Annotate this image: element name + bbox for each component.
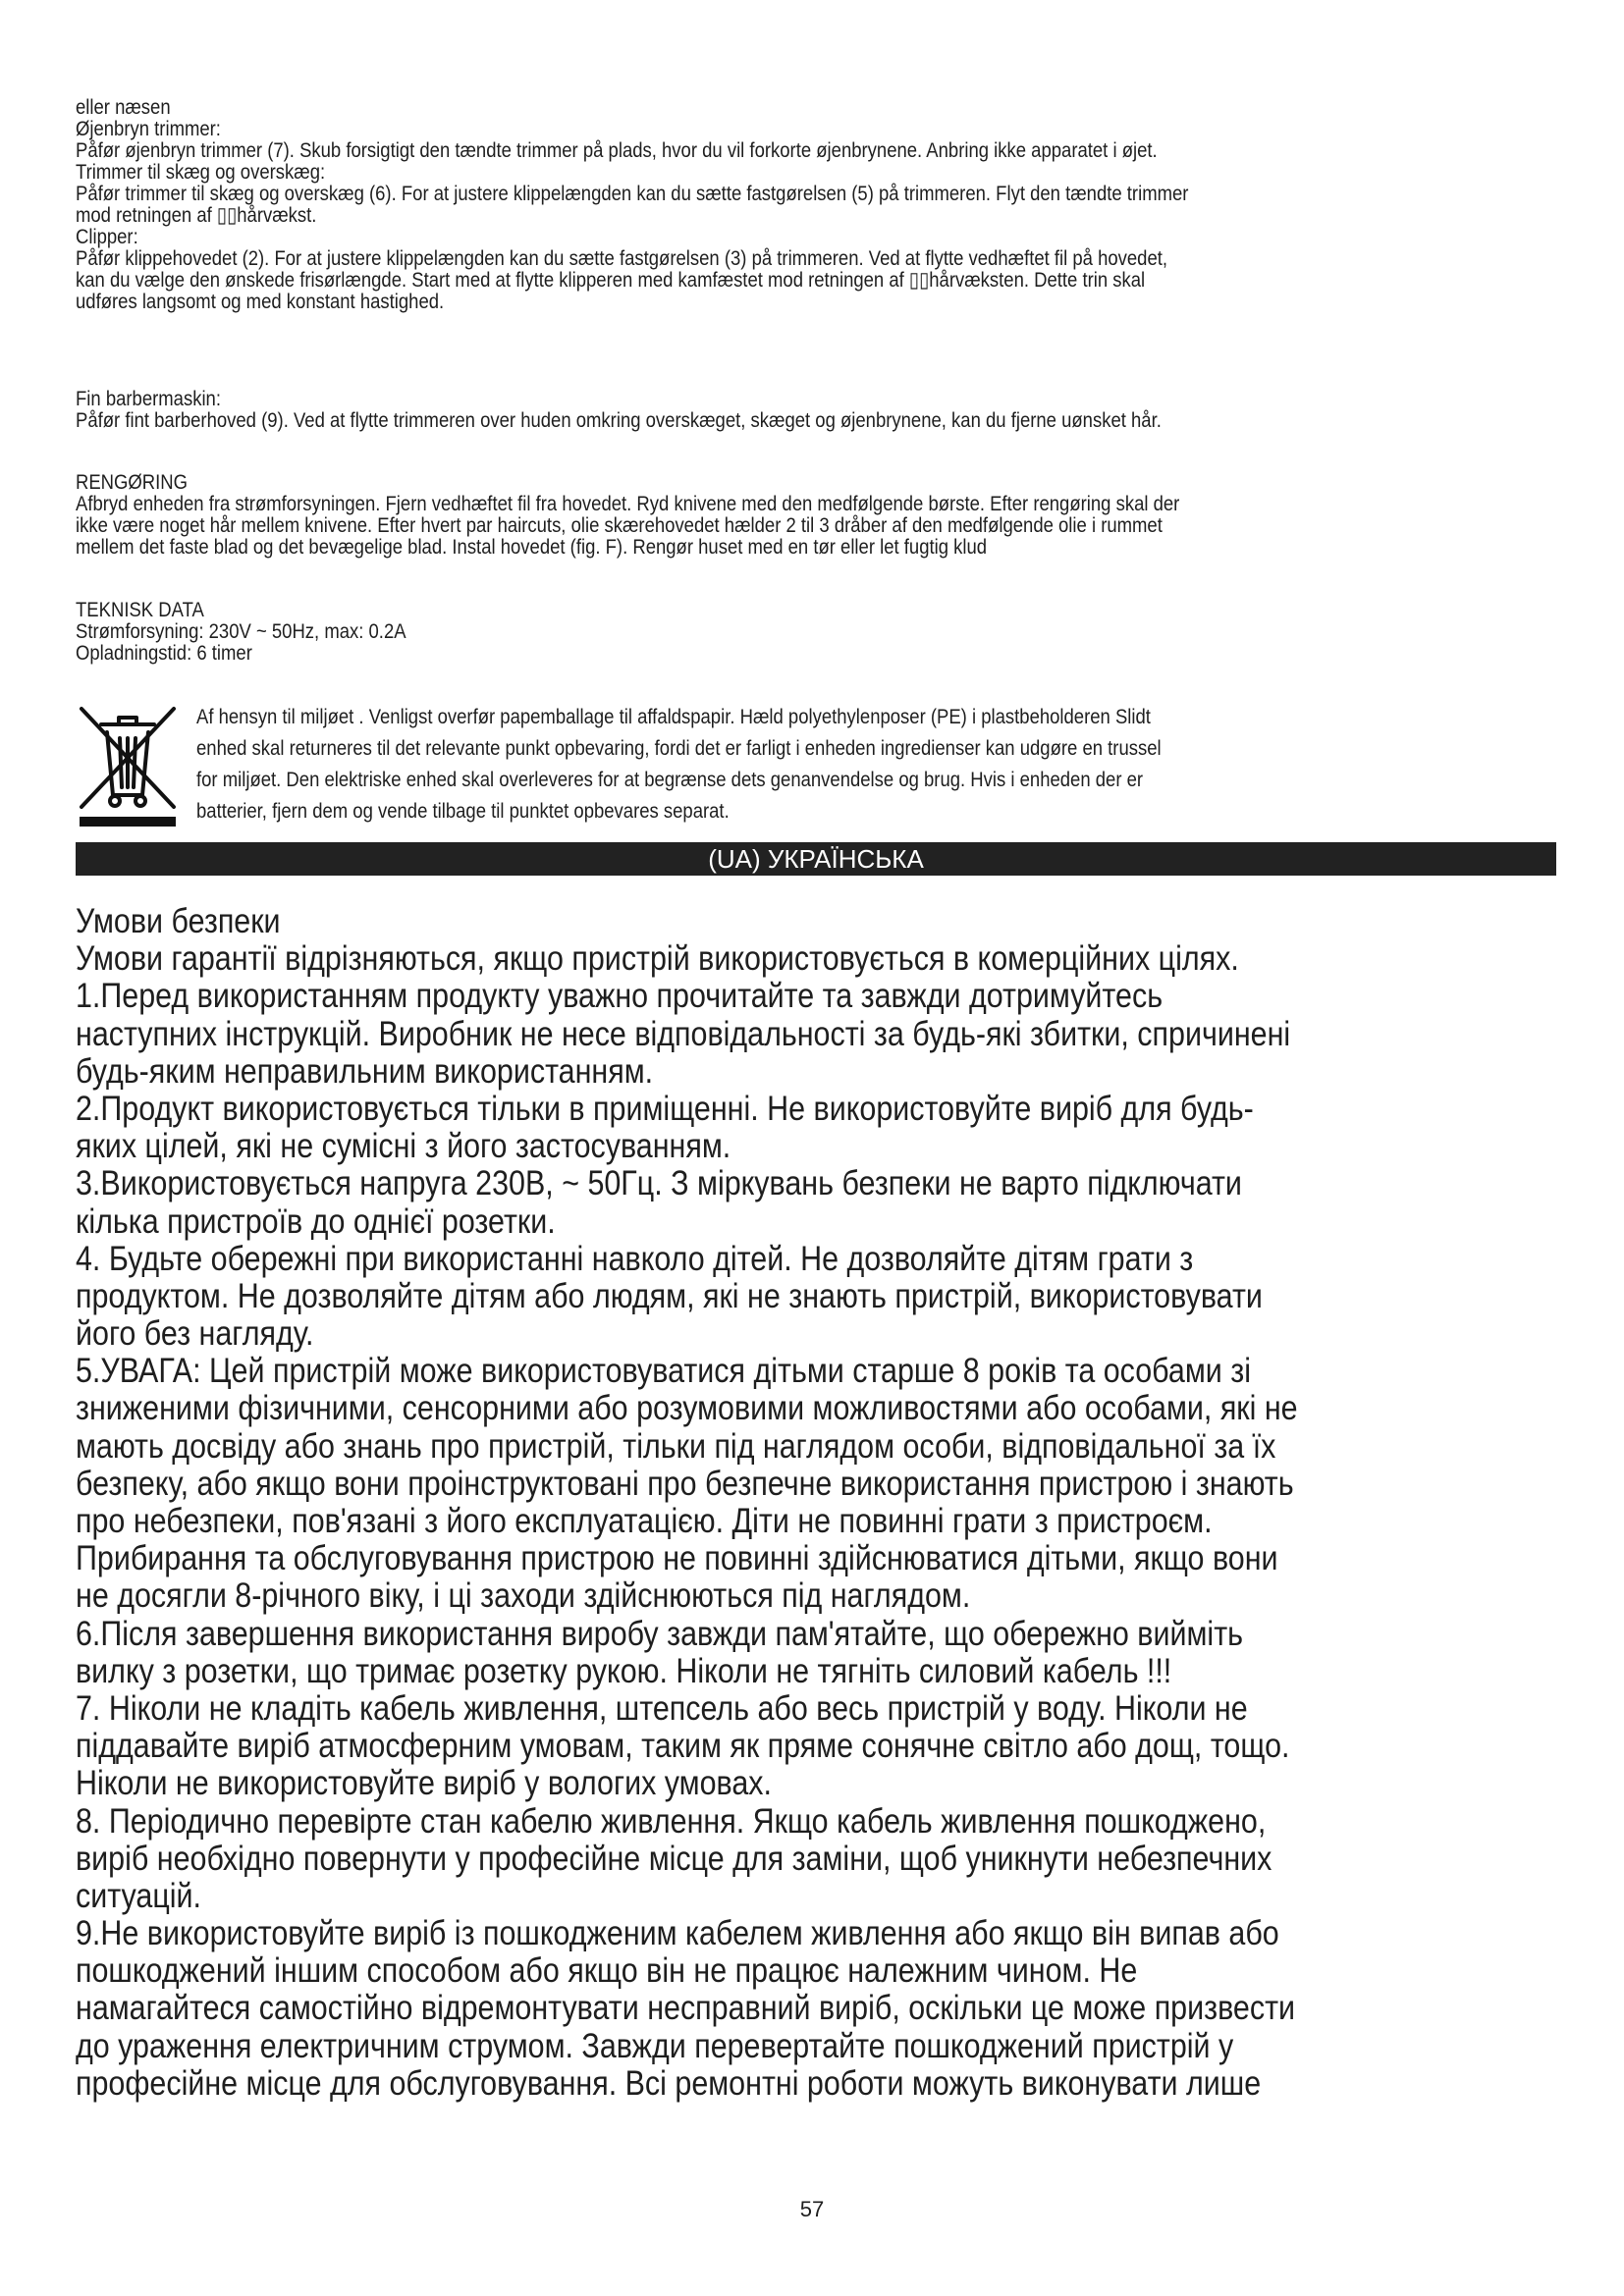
text-line: кілька пристроїв до однієї розетки. [76, 1201, 556, 1241]
text-line: 5.УВАГА: Цей пристрій може використовуватися дітьми старше 8 років та особами зі [76, 1352, 1251, 1391]
text-line: Ніколи не використовуйте виріб у вологих умовах. [76, 1764, 772, 1803]
text-line: ситуацій. [76, 1876, 202, 1915]
danish-cleaning-block [76, 471, 1342, 558]
text-line: Clipper: [76, 225, 138, 248]
danish-technical-block [76, 599, 1342, 664]
section-banner-ua: (UA) УКРАЇНСЬКА [76, 842, 1556, 876]
text-line: Påfør klippehovedet (2). For at justere klippelængden kan du sætte fastgørelsen (3) på trimmeren. Ved at flytte vedhæftet fil på hovedet, [76, 246, 1168, 270]
text-line: про небезпеки, пов'язані з його експлуатацією. Діти не повинні грати з пристроєм. [76, 1502, 1213, 1540]
text-line: піддавайте виріб атмосферним умовам, таким як пряме сонячне світло або дощ, тощо. [76, 1727, 1290, 1766]
text-line: Strømforsyning: 230V ~ 50Hz, max: 0.2A [76, 619, 406, 643]
danish-usage-block [76, 96, 1342, 312]
section-heading: RENGØRING [76, 470, 189, 494]
text-line: 8. Періодично перевірте стан кабелю живлення. Якщо кабель живлення пошкоджено, [76, 1801, 1267, 1841]
text-line: Af hensyn til miljøet . Venligst overfør papemballage til affaldspapir. Hæld polyethylenposer (PE) i plastbeholderen Slidt [196, 705, 1151, 728]
text-line: 2.Продукт використовується тільки в приміщенні. Не використовуйте виріб для будь- [76, 1089, 1254, 1128]
text-line: 7. Ніколи не кладіть кабель живлення, штепсель або весь пристрій у воду. Ніколи не [76, 1688, 1248, 1728]
danish-shaver-block [76, 388, 1342, 431]
text-line: Påfør øjenbryn trimmer (7). Skub forsigtigt den tændte trimmer på plads, hvor du vil forkorte øjenbrynene. Anbring ikke apparatet i øjet. [76, 138, 1158, 162]
text-line: udføres langsomt og med konstant hastighed. [76, 290, 445, 313]
text-line: Прибирання та обслуговування пристрою не повинні здійснюватися дітьми, якщо вони [76, 1539, 1278, 1578]
text-line: мають досвіду або знань про пристрій, тільки під наглядом особи, відповідальної за їх [76, 1426, 1276, 1466]
text-line: Opladningstid: 6 timer [76, 641, 252, 665]
text-line: Trimmer til skæg og overskæg: [76, 160, 326, 184]
text-line: 3.Використовується напруга 230В, ~ 50Гц. З міркувань безпеки не варто підключати [76, 1164, 1242, 1203]
section-heading: TEKNISK DATA [76, 598, 204, 621]
text-line: зниженими фізичними, сенсорними або розумовими можливостями або особами, які не [76, 1389, 1298, 1428]
text-line: kan du vælge den ønskede frisørlængde. Start med at flytte klipperen med kamfæstet mod retningen af ▯▯hårvæksten. Dette trin skal [76, 268, 1146, 292]
text-line: Påfør fint barberhoved (9). Ved at flytte trimmeren over huden omkring overskæget, skæget og øjenbrynene, kan du fjerne uønsket hår. [76, 408, 1162, 432]
text-line: його без нагляду. [76, 1314, 314, 1354]
text-line: Påfør trimmer til skæg og overskæg (6). For at justere klippelængden kan du sætte fastgørelsen (5) på trimmeren. Flyt den tændte trimmer [76, 182, 1189, 205]
text-line: enhed skal returneres til det relevante punkt opbevaring, fordi det er farligt i enheden ingredienser kan udgøre en trussel [196, 736, 1162, 760]
text-line: Øjenbryn trimmer: [76, 117, 221, 140]
text-line: безпеку, або якщо вони проінструктовані про безпечне використання пристрою і знають [76, 1464, 1294, 1503]
text-line: до ураження електричним струмом. Завжди перевертайте пошкоджений пристрій у [76, 2026, 1234, 2065]
text-line: mod retningen af ▯▯hårvækst. [76, 203, 317, 227]
text-line: 6.Після завершення використання виробу завжди пам'ятайте, що обережно вийміть [76, 1614, 1244, 1653]
text-line: наступних інструкцій. Виробник не несе відповідальності за будь-які збитки, спричинені [76, 1014, 1291, 1053]
text-line: Fin barbermaskin: [76, 387, 221, 410]
recycling-notice [196, 701, 1162, 827]
text-line: професійне місце для обслуговування. Всі ремонтні роботи можуть виконувати лише [76, 2063, 1262, 2103]
text-line: Умови гарантії відрізняються, якщо пристрій використовується в комерційних цілях. [76, 939, 1239, 979]
page-number: 57 [799, 2197, 825, 2221]
text-line: продуктом. Не дозволяйте дітям або людям, які не знають пристрій, використовувати [76, 1276, 1263, 1315]
text-line: пошкоджений іншим способом або якщо він не працює належним чином. Не [76, 1951, 1138, 1991]
ukrainian-safety-text [76, 903, 1562, 2103]
text-line: mellem det faste blad og det bevægelige blad. Instal hovedet (fig. F). Rengør huset med en tør eller let fugtig klud [76, 535, 988, 559]
text-line: for miljøet. Den elektriske enhed skal overleveres for at begrænse dets genanvendelse og brug. Hvis i enheden der er [196, 768, 1144, 791]
text-line: яких цілей, які не сумісні з його застосуванням. [76, 1127, 731, 1166]
text-line: будь-яким неправильним використанням. [76, 1051, 654, 1091]
text-line: eller næsen [76, 95, 171, 119]
text-line: 4. Будьте обережні при використанні навколо дітей. Не дозволяйте дітям грати з [76, 1239, 1194, 1278]
crossed-bin-icon [76, 703, 180, 828]
text-line: 9.Не використовуйте виріб із пошкодженим кабелем живлення або якщо він випав або [76, 1914, 1279, 1953]
text-line: batterier, fjern dem og vende tilbage til punktet opbevares separat. [196, 799, 730, 823]
text-line: не досягли 8-річного віку, і ці заходи здійснюються під наглядом. [76, 1576, 971, 1616]
page-title: Умови безпеки [76, 902, 281, 940]
text-line: намагайтеся самостійно відремонтувати несправний виріб, оскільки це може призвести [76, 1989, 1296, 2028]
text-line: ikke være noget hår mellem knivene. Efter hvert par haircuts, olie skærehovedet hælder 2 til 3 dråber af den medfølgende olie i rummet [76, 513, 1163, 537]
text-line: вилку з розетки, що тримає розетку рукою. Ніколи не тягніть силовий кабель !!! [76, 1651, 1172, 1690]
text-line: виріб необхідно повернути у професійне місце для заміни, щоб уникнути небезпечних [76, 1839, 1272, 1878]
text-line: 1.Перед використанням продукту уважно прочитайте та завжди дотримуйтесь [76, 977, 1164, 1016]
text-line: Afbryd enheden fra strømforsyningen. Fjern vedhæftet fil fra hovedet. Ryd knivene med den medfølgende børste. Efter rengøring skal der [76, 492, 1180, 515]
